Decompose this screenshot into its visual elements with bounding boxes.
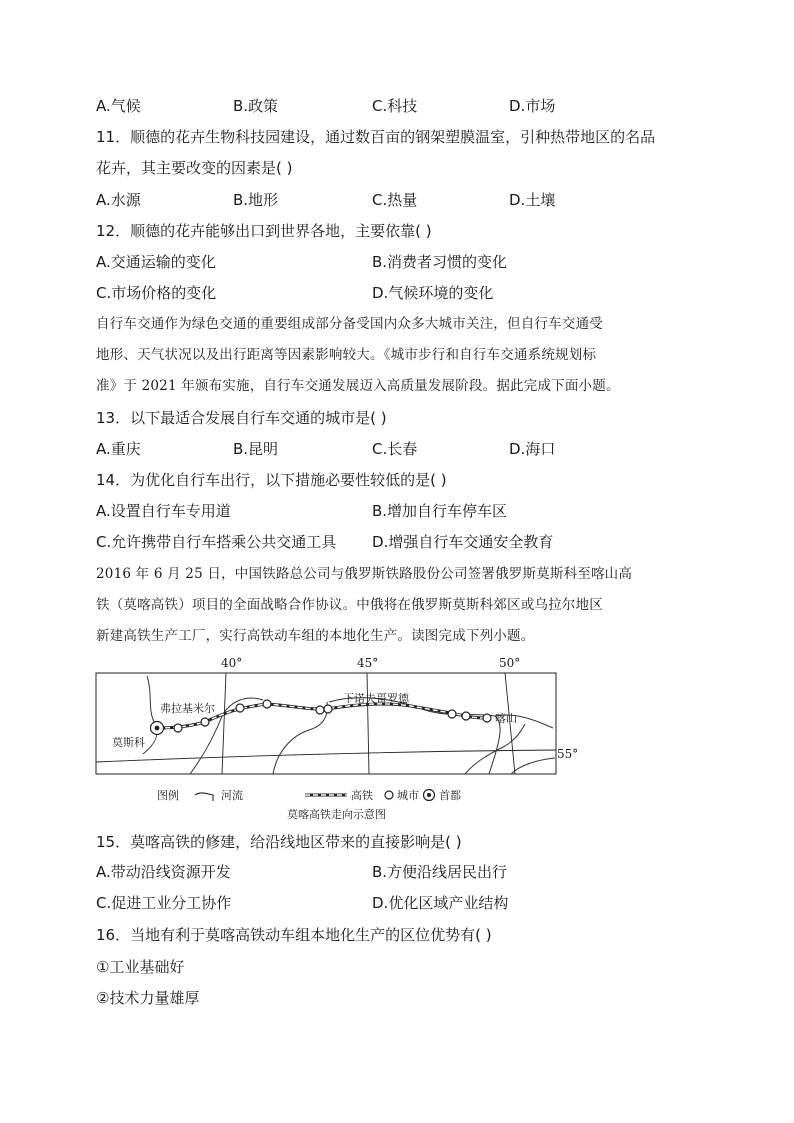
map-caption: 莫喀高铁走向示意图 — [287, 808, 386, 821]
q13-option-b[interactable]: B.昆明 — [233, 440, 279, 458]
city-marker — [462, 712, 470, 720]
q14-option-a[interactable]: A.设置自行车专用道 — [96, 502, 231, 520]
lon-label-50: 50° — [499, 656, 521, 670]
q16-item-2[interactable]: ②技术力量雄厚 — [96, 989, 200, 1007]
passage2-line3: 新建高铁生产工厂，实行高铁动车组的本地化生产。读图完成下列小题。 — [96, 628, 535, 644]
legend-capital: 首都 — [439, 789, 461, 802]
city-marker — [174, 724, 182, 732]
meridian-40 — [222, 673, 226, 774]
q11-stem-line2: 花卉，其主要改变的因素是( ) — [96, 159, 293, 177]
q11-option-b[interactable]: B.地形 — [233, 191, 279, 209]
q12-option-b[interactable]: B.消费者习惯的变化 — [372, 253, 508, 271]
river-east — [511, 758, 555, 774]
q11-option-a[interactable]: A.水源 — [96, 191, 141, 209]
q10-option-a[interactable]: A.气候 — [96, 97, 141, 115]
legend-capital-dot — [427, 793, 431, 797]
q13-stem: 13．以下最适合发展自行车交通的城市是( ) — [96, 409, 387, 427]
railway-map — [95, 654, 579, 824]
q14-option-c[interactable]: C.允许携带自行车搭乘公共交通工具 — [96, 533, 337, 551]
capital-marker-dot — [155, 726, 160, 731]
river-sura — [465, 724, 525, 774]
q14-option-d[interactable]: D.增强自行车交通安全教育 — [372, 533, 554, 551]
label-vladimir: 弗拉基米尔 — [160, 702, 215, 715]
legend-river-icon — [195, 793, 213, 801]
meridian-45 — [367, 673, 369, 774]
passage2-line2: 铁（莫喀高铁）项目的全面战略合作协议。中俄将在俄罗斯莫斯科郊区或乌拉尔地区 — [96, 597, 603, 613]
q13-option-c[interactable]: C.长春 — [372, 440, 418, 458]
q10-option-d[interactable]: D.市场 — [509, 97, 556, 115]
q12-option-c[interactable]: C.市场价格的变化 — [96, 284, 217, 302]
q15-option-a[interactable]: A.带动沿线资源开发 — [96, 863, 231, 881]
q15-option-d[interactable]: D.优化区域产业结构 — [372, 894, 509, 912]
legend-city: 城市 — [397, 789, 419, 802]
city-marker-vladimir — [236, 704, 244, 712]
passage1-line1: 自行车交通作为绿色交通的重要组成部分备受国内众多大城市关注，但自行车交通受 — [96, 316, 603, 332]
q11-stem-line1: 11．顺德的花卉生物科技园建设，通过数百亩的钢架塑膜温室，引种热带地区的名品 — [96, 128, 656, 146]
q15-option-b[interactable]: B.方便沿线居民出行 — [372, 863, 508, 881]
q15-option-c[interactable]: C.促进工业分工协作 — [96, 894, 232, 912]
q15-stem: 15．莫喀高铁的修建，给沿线地区带来的直接影响是( ) — [96, 833, 462, 851]
label-kazan: 喀山 — [495, 712, 517, 725]
passage2-line1: 2016 年 6 月 25 日，中国铁路总公司与俄罗斯铁路股份公司签署俄罗斯莫斯科至喀山高 — [96, 566, 633, 582]
q14-stem: 14．为优化自行车出行，以下措施必要性较低的是( ) — [96, 471, 447, 489]
railway-map-svg — [95, 654, 579, 824]
label-nizhny: 下诺夫哥罗德 — [343, 692, 409, 705]
legend-rail: 高铁 — [351, 789, 373, 802]
city-marker-nizhny — [324, 705, 332, 713]
lon-label-45: 45° — [357, 656, 379, 670]
lon-label-40: 40° — [221, 656, 243, 670]
passage1-line2: 地形、天气状况以及出行距离等因素影响较大。《城市步行和自行车交通系统规划标 — [96, 347, 597, 363]
city-marker — [263, 700, 271, 708]
q16-item-1[interactable]: ①工业基础好 — [96, 958, 185, 976]
label-moscow: 莫斯科 — [112, 736, 145, 749]
q11-option-c[interactable]: C.热量 — [372, 191, 418, 209]
city-marker-kazan — [483, 714, 491, 722]
q12-option-d[interactable]: D.气候环境的变化 — [372, 284, 494, 302]
q12-option-a[interactable]: A.交通运输的变化 — [96, 253, 216, 271]
legend-city-icon — [385, 791, 393, 799]
q16-stem: 16．当地有利于莫喀高铁动车组本地化生产的区位优势有( ) — [96, 926, 492, 944]
passage1-line3: 准》于 2021 年颁布实施，自行车交通发展迈入高质量发展阶段。据此完成下面小题。 — [96, 378, 620, 394]
q13-option-d[interactable]: D.海口 — [509, 440, 556, 458]
q13-option-a[interactable]: A.重庆 — [96, 440, 141, 458]
q10-option-c[interactable]: C.科技 — [372, 97, 418, 115]
city-marker — [316, 706, 324, 714]
lat-label-55: 55° — [557, 747, 579, 761]
legend-title: 图例 — [157, 789, 179, 802]
q11-option-d[interactable]: D.土壤 — [509, 191, 556, 209]
q14-option-b[interactable]: B.增加自行车停车区 — [372, 502, 508, 520]
city-marker — [201, 718, 209, 726]
city-marker — [448, 710, 456, 718]
legend-river: 河流 — [221, 789, 243, 802]
q12-stem: 12．顺德的花卉能够出口到世界各地，主要依靠( ) — [96, 222, 432, 240]
q10-option-b[interactable]: B.政策 — [233, 97, 279, 115]
river-moskva — [143, 676, 157, 754]
